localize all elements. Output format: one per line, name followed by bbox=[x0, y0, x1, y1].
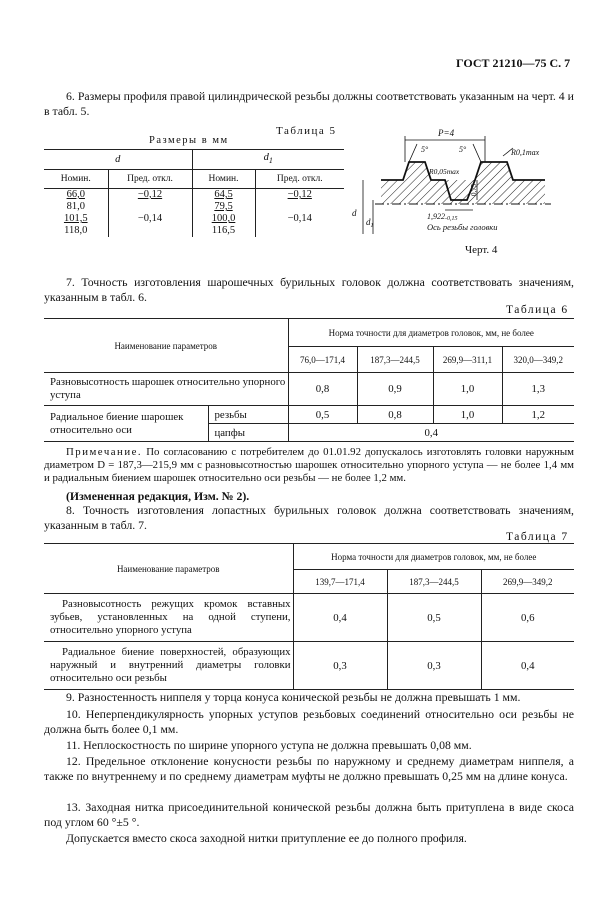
paragraph-10: 10. Неперпендикулярность упорных уступов резьбовых соединений относительно оси резьбы не должна быть более 0,1 мм. bbox=[44, 707, 574, 736]
table-6-cell: 0,8 bbox=[357, 406, 433, 424]
angle-left-label: 5° bbox=[421, 145, 429, 154]
table-6-cell: 0,9 bbox=[357, 373, 433, 406]
table-5-cell: −0,14 bbox=[108, 201, 192, 237]
table-6-row2-name: Радиальное биение шарошек относительно оси bbox=[44, 406, 208, 442]
paragraph-14: Допускается вместо скоса заходной нитки притупление ее до полного профиля. bbox=[66, 831, 467, 845]
table-5-cell: 66,0 bbox=[66, 189, 85, 200]
paragraph-11: 11. Неплоскостность по ширине упорного уступа не должна превышать 0,08 мм. bbox=[66, 738, 472, 752]
paragraph-13: 13. Заходная нитка присоединительной конической резьбы должна быть притуплена в виде скоса под углом 60 °±5 °. bbox=[44, 800, 574, 829]
table-5-subheader: Номин. bbox=[192, 170, 255, 189]
table-7-cell: 0,6 bbox=[481, 594, 574, 642]
d-label: d bbox=[352, 208, 357, 218]
table-6-row1-name: Разновысотность шарошек относительно упорного уступа bbox=[44, 373, 288, 406]
table-5-subheader: Пред. откл. bbox=[108, 170, 192, 189]
note-label: Примечание. bbox=[66, 446, 143, 458]
table-6-cell: 1,0 bbox=[433, 406, 502, 424]
table-6-cell: 0,8 bbox=[288, 373, 357, 406]
table-6 bbox=[44, 318, 574, 442]
table-7-label: Таблица 7 bbox=[506, 531, 569, 543]
paragraph-8: 8. Точность изготовления лопастных бурильных головок должна соответствовать значениям, указанным в табл. 7. bbox=[44, 503, 574, 532]
amendment: (Измененная редакция, Изм. № 2). bbox=[66, 489, 250, 503]
table-6-range: 269,9—311,1 bbox=[433, 347, 502, 373]
table-5 bbox=[44, 149, 344, 237]
table-5-subheader: Номин. bbox=[60, 174, 91, 184]
page-header: ГОСТ 21210—75 С. 7 bbox=[456, 56, 571, 70]
table-6-range: 320,0—349,2 bbox=[502, 347, 574, 373]
table-6-row2-sub1: резьбы bbox=[208, 406, 288, 424]
table-7-range: 187,3—244,5 bbox=[387, 570, 481, 594]
table-5-header-d1: $d_1$ bbox=[192, 150, 344, 170]
axis-label: Ось резьбы головки bbox=[427, 222, 498, 232]
table-6-range: 76,0—171,4 bbox=[288, 347, 357, 373]
table-6-row2-sub2: цапфы bbox=[208, 424, 288, 442]
table-6-cell: 0,5 bbox=[288, 406, 357, 424]
pitch-label: P=4 bbox=[438, 128, 455, 138]
table-5-cell: −0,12 bbox=[137, 189, 163, 200]
table-7-cell: 0,5 bbox=[387, 594, 481, 642]
angle-right-label: 5° bbox=[459, 145, 467, 154]
note-text: По согласованию с потребителем до 01.01.92 допускалось изготовлять головки наружным диаметром D = 187,3—215,9 мм с разновысотностью шарошек относительно упорного уступа — не более 1,4 мм и радиальным биением шарошек относительно оси резьбы — не более 1,2 мм. bbox=[44, 446, 575, 484]
radius-top-label: R0,1max bbox=[511, 148, 540, 157]
table-5-cell: 101,5 bbox=[63, 213, 88, 224]
note bbox=[44, 446, 574, 485]
table-6-param-header: Наименование параметров bbox=[44, 319, 288, 373]
table-row bbox=[44, 594, 574, 642]
table-7-range: 139,7—171,4 bbox=[293, 570, 387, 594]
radius-bottom-label: R0,05max bbox=[429, 167, 460, 176]
d1-label: $d_1$ bbox=[366, 217, 374, 229]
table-6-cell: 1,0 bbox=[433, 373, 502, 406]
width-label: 1,922-0,15 bbox=[427, 212, 458, 222]
table-7-param-header: Наименование параметров bbox=[44, 544, 293, 594]
table-5-label: Таблица 5 bbox=[276, 125, 337, 137]
paragraph-6: 6. Размеры профиля правой цилиндрической резьбы должны соответствовать указанным на черт. 4 и в табл. 5. bbox=[44, 89, 574, 118]
table-6-range: 187,3—244,5 bbox=[357, 347, 433, 373]
table-7 bbox=[44, 543, 574, 690]
table-5-cell: 64,5 bbox=[214, 189, 233, 200]
table-6-norm-header: Норма точности для диаметров головок, мм, не более bbox=[288, 319, 574, 347]
thread-profile-drawing bbox=[345, 122, 574, 242]
table-row bbox=[44, 406, 574, 424]
table-row bbox=[44, 373, 574, 406]
table-7-row2-name: Радиальное биение поверхностей, образующих наружный и внутренний диаметры головки относительно оси резьбы bbox=[44, 642, 293, 690]
table-5-units: Размеры в мм bbox=[149, 135, 229, 146]
table-7-range: 269,9—349,2 bbox=[481, 570, 574, 594]
table-5-cell: 116,5 bbox=[192, 225, 255, 237]
paragraph-12: 12. Предельное отклонение конусности резьбы по наружному и среднему диаметрам ниппеля, а также по внутреннему и по среднему диаметрам муфты не должно превышать 0,25 мм на длине конуса. bbox=[44, 754, 574, 783]
table-7-cell: 0,3 bbox=[387, 642, 481, 690]
table-7-cell: 0,3 bbox=[293, 642, 387, 690]
paragraph-9: 9. Разностенность ниппеля у торца конуса конической резьбы не должна превышать 1 мм. bbox=[66, 690, 521, 704]
table-7-cell: 0,4 bbox=[293, 594, 387, 642]
table-5-subheader: Пред. откл. bbox=[255, 170, 344, 189]
table-5-cell: 100,0 bbox=[211, 213, 236, 224]
table-7-cell: 0,4 bbox=[481, 642, 574, 690]
table-7-row1-name: Разновысотность режущих кромок вставных зубьев, установленных на одной ступени, относительно упорного уступа bbox=[44, 594, 293, 642]
table-5-cell: −0,12 bbox=[287, 189, 312, 200]
table-5-cell: 118,0 bbox=[64, 225, 88, 236]
depth-label: 0,75 bbox=[470, 183, 478, 196]
table-6-cell: 0,4 bbox=[288, 424, 574, 442]
table-5-cell: 79,5 bbox=[214, 201, 233, 212]
paragraph-7: 7. Точность изготовления шарошечных бурильных головок должна соответствовать значениям, указанным в табл. 6. bbox=[44, 275, 574, 304]
table-row bbox=[44, 201, 344, 213]
table-5-header-d: d bbox=[115, 153, 121, 165]
table-6-cell: 1,2 bbox=[502, 406, 574, 424]
table-6-cell: 1,3 bbox=[502, 373, 574, 406]
table-7-norm-header: Норма точности для диаметров головок, мм, не более bbox=[293, 544, 574, 570]
table-row bbox=[44, 642, 574, 690]
table-5-cell: −0,14 bbox=[255, 201, 344, 237]
figure-4-caption: Черт. 4 bbox=[465, 244, 498, 256]
table-row bbox=[44, 189, 344, 202]
table-6-label: Таблица 6 bbox=[506, 304, 569, 316]
table-5-cell: 81,0 bbox=[66, 201, 85, 212]
